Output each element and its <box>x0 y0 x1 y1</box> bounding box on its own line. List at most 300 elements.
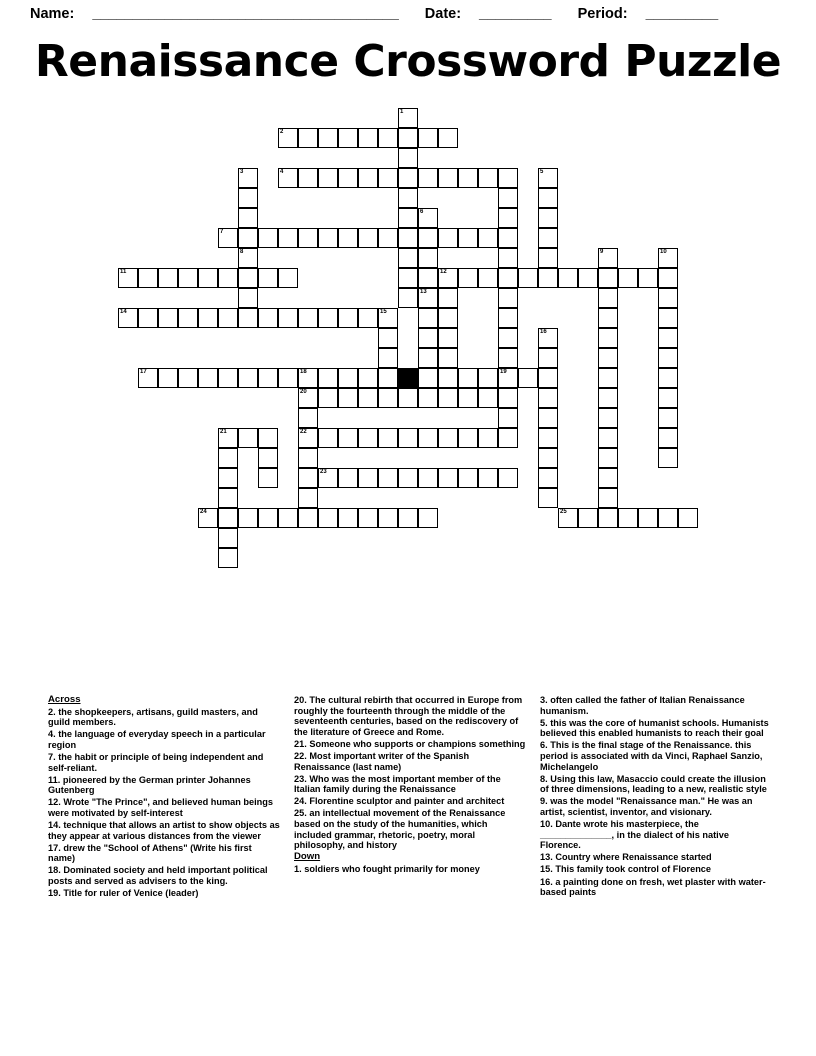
grid-cell[interactable] <box>218 508 238 528</box>
grid-cell[interactable] <box>258 428 278 448</box>
grid-cell[interactable] <box>278 228 298 248</box>
grid-cell[interactable] <box>538 448 558 468</box>
grid-cell[interactable] <box>338 468 358 488</box>
grid-cell[interactable] <box>238 208 258 228</box>
grid-cell[interactable] <box>358 168 378 188</box>
grid-cell[interactable] <box>498 388 518 408</box>
grid-cell-number: 14 <box>120 309 127 315</box>
clues-column-2 <box>294 695 526 955</box>
grid-cell[interactable] <box>338 228 358 248</box>
grid-cell[interactable] <box>278 368 298 388</box>
grid-cell[interactable] <box>238 428 258 448</box>
grid-cell[interactable] <box>558 508 578 528</box>
page-title: Renaissance Crossword Puzzle <box>34 36 782 87</box>
grid-cell[interactable] <box>418 168 438 188</box>
grid-cell[interactable] <box>418 388 438 408</box>
clue-number: 21. <box>294 738 310 749</box>
clue-text: an intellectual movement of the Renaissance based on the study of the humanities, which included grammar, rhetoric, poetry, moral philosophy, and history <box>294 808 506 851</box>
grid-cell[interactable] <box>498 468 518 488</box>
down-heading: Down <box>294 851 321 863</box>
grid-cell[interactable] <box>258 268 278 288</box>
grid-cell[interactable] <box>438 288 458 308</box>
grid-cell[interactable] <box>258 368 278 388</box>
grid-cell[interactable] <box>538 468 558 488</box>
grid-cell-number: 20 <box>300 389 307 395</box>
grid-cell[interactable] <box>418 328 438 348</box>
clue-text: Country where Renaissance started <box>555 852 712 863</box>
grid-cell[interactable] <box>318 428 338 448</box>
grid-cell[interactable] <box>458 388 478 408</box>
grid-cell[interactable] <box>658 388 678 408</box>
clue-text: Florentine sculptor and painter and architect <box>309 796 505 807</box>
clue-item <box>540 740 772 772</box>
grid-cell[interactable] <box>358 228 378 248</box>
clue-text: soldiers who fought primarily for money <box>304 863 480 874</box>
grid-cell[interactable] <box>418 228 438 248</box>
clue-number: 16. <box>540 876 556 887</box>
grid-cell[interactable] <box>598 368 618 388</box>
grid-cell[interactable] <box>218 308 238 328</box>
clue-text: often called the father of Italian Renaissance humanism. <box>540 695 745 716</box>
grid-cell[interactable] <box>318 308 338 328</box>
clue-item <box>294 864 526 875</box>
grid-cell[interactable] <box>658 328 678 348</box>
grid-cell[interactable] <box>498 208 518 228</box>
grid-cell[interactable] <box>638 268 658 288</box>
clue-item <box>294 695 526 737</box>
grid-cell[interactable] <box>318 228 338 248</box>
grid-cell[interactable] <box>338 128 358 148</box>
grid-cell[interactable] <box>298 368 318 388</box>
grid-cell[interactable] <box>198 368 218 388</box>
across-clue-list-part1 <box>48 707 280 899</box>
grid-cell[interactable] <box>418 128 438 148</box>
grid-cell[interactable] <box>658 308 678 328</box>
grid-cell[interactable] <box>578 508 598 528</box>
grid-cell[interactable] <box>598 508 618 528</box>
grid-cell[interactable] <box>318 128 338 148</box>
clue-number: 24. <box>294 796 310 807</box>
grid-cell[interactable] <box>398 468 418 488</box>
grid-cell[interactable] <box>338 308 358 328</box>
grid-cell[interactable] <box>378 508 398 528</box>
grid-cell[interactable] <box>518 368 538 388</box>
grid-cell[interactable] <box>378 308 398 328</box>
grid-cell[interactable] <box>238 288 258 308</box>
grid-cell[interactable] <box>518 268 538 288</box>
grid-cell[interactable] <box>218 228 238 248</box>
grid-cell[interactable] <box>218 448 238 468</box>
grid-cell-number: 25 <box>560 509 567 515</box>
grid-cell[interactable] <box>238 248 258 268</box>
grid-cell[interactable] <box>398 108 418 128</box>
grid-cell[interactable] <box>218 528 238 548</box>
clue-item <box>540 718 772 739</box>
grid-cell[interactable] <box>378 228 398 248</box>
grid-cell[interactable] <box>298 508 318 528</box>
grid-cell[interactable] <box>198 508 218 528</box>
grid-cell[interactable] <box>498 188 518 208</box>
grid-cell[interactable] <box>418 288 438 308</box>
grid-cell[interactable] <box>658 348 678 368</box>
clues-column-3 <box>540 695 772 955</box>
grid-cell[interactable] <box>498 228 518 248</box>
across-clue-list-part2 <box>294 695 526 851</box>
clue-text: Using this law, Masaccio could create the illusion of three dimensions, leading to a new, realistic style <box>540 773 767 795</box>
grid-cell[interactable] <box>138 308 158 328</box>
grid-cell[interactable] <box>298 128 318 148</box>
grid-cell[interactable] <box>438 128 458 148</box>
clue-item <box>48 797 280 818</box>
grid-cell-number: 7 <box>220 229 224 235</box>
grid-cell[interactable] <box>538 268 558 288</box>
grid-cell[interactable] <box>258 308 278 328</box>
grid-cell[interactable] <box>498 328 518 348</box>
grid-cell[interactable] <box>598 488 618 508</box>
grid-cell[interactable] <box>438 268 458 288</box>
grid-cell[interactable] <box>258 508 278 528</box>
grid-cell[interactable] <box>118 308 138 328</box>
grid-cell[interactable] <box>398 168 418 188</box>
grid-cell[interactable] <box>598 288 618 308</box>
grid-cell[interactable] <box>658 368 678 388</box>
clue-text: Wrote "The Prince", and believed human beings were motivated by self-interest <box>48 797 274 818</box>
grid-cell[interactable] <box>538 328 558 348</box>
clue-number: 11. <box>48 774 63 785</box>
grid-cell[interactable] <box>358 468 378 488</box>
grid-cell[interactable] <box>158 368 178 388</box>
grid-cell-number: 8 <box>240 249 244 255</box>
grid-cell[interactable] <box>298 168 318 188</box>
grid-cell[interactable] <box>398 128 418 148</box>
grid-cell[interactable] <box>398 268 418 288</box>
clue-item <box>48 729 280 750</box>
grid-cell[interactable] <box>298 408 318 428</box>
grid-cell[interactable] <box>258 448 278 468</box>
grid-cell[interactable] <box>418 308 438 328</box>
clue-text: Dante wrote his masterpiece, the ______________, in the dialect of his native Florence. <box>540 819 729 851</box>
grid-cell[interactable] <box>438 308 458 328</box>
grid-cell[interactable] <box>398 288 418 308</box>
grid-cell[interactable] <box>358 508 378 528</box>
clue-number: 14. <box>48 820 64 831</box>
grid-cell[interactable] <box>558 268 578 288</box>
grid-cell[interactable] <box>398 248 418 268</box>
grid-cell[interactable] <box>498 308 518 328</box>
grid-cell-number: 15 <box>380 309 387 315</box>
grid-cell[interactable] <box>618 508 638 528</box>
grid-cell[interactable] <box>438 468 458 488</box>
grid-cell[interactable] <box>298 488 318 508</box>
grid-cell[interactable] <box>338 508 358 528</box>
grid-cell[interactable] <box>678 508 698 528</box>
grid-cell[interactable] <box>498 168 518 188</box>
grid-cell[interactable] <box>218 368 238 388</box>
clue-text: Title for ruler of Venice (leader) <box>63 888 199 899</box>
grid-cell[interactable] <box>638 508 658 528</box>
grid-cell-number: 22 <box>300 429 307 435</box>
grid-cell[interactable] <box>338 168 358 188</box>
grid-cell[interactable] <box>238 508 258 528</box>
clues-section <box>48 695 778 955</box>
clue-text: This family took control of Florence <box>555 864 712 875</box>
clue-item <box>540 774 772 795</box>
grid-cell[interactable] <box>278 268 298 288</box>
grid-cell[interactable] <box>398 208 418 228</box>
grid-cell[interactable] <box>498 268 518 288</box>
grid-cell[interactable] <box>538 428 558 448</box>
grid-cell[interactable] <box>318 508 338 528</box>
grid-cell[interactable] <box>498 428 518 448</box>
grid-cell-number: 21 <box>220 429 227 435</box>
grid-cell[interactable] <box>398 228 418 248</box>
clue-item <box>48 752 280 773</box>
clue-number: 9. <box>540 796 551 807</box>
grid-cell[interactable] <box>378 388 398 408</box>
grid-cell[interactable] <box>418 468 438 488</box>
grid-cell[interactable] <box>498 348 518 368</box>
grid-cell[interactable] <box>178 308 198 328</box>
grid-cell[interactable] <box>198 268 218 288</box>
clue-text: drew the "School of Athens" (Write his first name) <box>48 842 252 864</box>
grid-cell[interactable] <box>438 368 458 388</box>
grid-cell[interactable] <box>338 388 358 408</box>
grid-cell[interactable] <box>478 228 498 248</box>
grid-cell[interactable] <box>478 388 498 408</box>
grid-cell[interactable] <box>158 268 178 288</box>
clue-text: a painting done on fresh, wet plaster with water-based paints <box>540 876 766 898</box>
clue-number: 20. <box>294 695 310 705</box>
grid-cell[interactable] <box>658 248 678 268</box>
grid-cell[interactable] <box>598 248 618 268</box>
clue-number: 13. <box>540 852 556 863</box>
grid-cell[interactable] <box>418 208 438 228</box>
clue-item <box>48 775 280 796</box>
grid-cell[interactable] <box>658 428 678 448</box>
grid-cell[interactable] <box>538 388 558 408</box>
grid-cell[interactable] <box>238 268 258 288</box>
grid-cell[interactable] <box>278 308 298 328</box>
grid-cell[interactable] <box>478 468 498 488</box>
grid-cell[interactable] <box>598 408 618 428</box>
grid-cell[interactable] <box>418 248 438 268</box>
grid-cell[interactable] <box>458 428 478 448</box>
grid-cell[interactable] <box>458 268 478 288</box>
grid-cell[interactable] <box>438 348 458 368</box>
grid-cell[interactable] <box>398 388 418 408</box>
grid-cell[interactable] <box>238 308 258 328</box>
grid-cell[interactable] <box>538 248 558 268</box>
clue-text: Who was the most important member of the Italian family during the Renaissance <box>294 773 501 795</box>
grid-cell[interactable] <box>398 428 418 448</box>
grid-cell[interactable] <box>658 508 678 528</box>
grid-cell[interactable] <box>218 468 238 488</box>
grid-cell-number: 17 <box>140 369 147 375</box>
clue-text: Most important writer of the Spanish Renaissance (last name) <box>294 750 470 772</box>
grid-cell[interactable] <box>318 168 338 188</box>
grid-cell[interactable] <box>238 368 258 388</box>
clue-item <box>48 888 280 899</box>
grid-cell[interactable] <box>138 268 158 288</box>
grid-cell-number: 23 <box>320 469 327 475</box>
date-blank-line[interactable]: _________ <box>479 6 552 22</box>
grid-cell[interactable] <box>438 328 458 348</box>
grid-cell[interactable] <box>298 388 318 408</box>
grid-cell[interactable] <box>578 268 598 288</box>
grid-cell[interactable] <box>458 168 478 188</box>
grid-cell[interactable] <box>538 348 558 368</box>
grid-cell[interactable] <box>478 428 498 448</box>
grid-cell[interactable] <box>218 428 238 448</box>
grid-cell[interactable] <box>278 168 298 188</box>
grid-cell-number: 9 <box>600 249 604 255</box>
grid-cell[interactable] <box>198 308 218 328</box>
grid-cell[interactable] <box>218 488 238 508</box>
grid-cell-number: 2 <box>280 129 284 135</box>
grid-cell[interactable] <box>438 428 458 448</box>
grid-cell[interactable] <box>418 368 438 388</box>
clue-text: the habit or principle of being independent and self-reliant. <box>48 751 264 773</box>
grid-cell[interactable] <box>598 308 618 328</box>
grid-cell[interactable] <box>478 368 498 388</box>
grid-cell[interactable] <box>598 428 618 448</box>
grid-cell[interactable] <box>658 448 678 468</box>
grid-cell[interactable] <box>478 168 498 188</box>
grid-cell[interactable] <box>158 308 178 328</box>
grid-cell[interactable] <box>378 428 398 448</box>
grid-cell[interactable] <box>498 248 518 268</box>
clue-text: this was the core of humanist schools. Humanists believed this enabled humanists to reach their goal <box>540 717 769 739</box>
grid-cell[interactable] <box>438 388 458 408</box>
grid-cell[interactable] <box>538 488 558 508</box>
grid-cell-number: 11 <box>120 269 127 275</box>
grid-cell[interactable] <box>538 208 558 228</box>
grid-cell[interactable] <box>538 168 558 188</box>
grid-cell[interactable] <box>378 468 398 488</box>
grid-cell[interactable] <box>258 228 278 248</box>
grid-cell[interactable] <box>538 408 558 428</box>
grid-cell[interactable] <box>238 188 258 208</box>
grid-cell[interactable] <box>378 328 398 348</box>
grid-cell[interactable] <box>318 388 338 408</box>
clue-number: 3. <box>540 695 551 705</box>
across-heading: Across <box>48 694 81 705</box>
grid-cell[interactable] <box>658 268 678 288</box>
down-clue-list-part2 <box>540 695 772 898</box>
grid-cell-number: 16 <box>540 329 547 335</box>
grid-cell-number: 4 <box>280 169 284 175</box>
grid-cell[interactable] <box>598 448 618 468</box>
grid-cell[interactable] <box>438 228 458 248</box>
grid-cell-number: 6 <box>420 209 424 215</box>
grid-cell[interactable] <box>338 368 358 388</box>
grid-cell[interactable] <box>298 468 318 488</box>
clue-number: 19. <box>48 888 64 899</box>
grid-cell[interactable] <box>398 188 418 208</box>
grid-cell[interactable] <box>458 368 478 388</box>
grid-cell[interactable] <box>418 428 438 448</box>
grid-cell[interactable] <box>178 368 198 388</box>
clue-number: 12. <box>48 797 64 808</box>
grid-cell[interactable] <box>218 548 238 568</box>
grid-cell[interactable] <box>358 368 378 388</box>
clue-text: was the model "Renaissance man." He was an artist, scientist, inventor, and visionary. <box>540 796 753 817</box>
grid-cell-number: 19 <box>500 369 507 375</box>
grid-cell[interactable] <box>238 168 258 188</box>
grid-cell[interactable] <box>178 268 198 288</box>
grid-cell-number: 10 <box>660 249 667 255</box>
grid-cell[interactable] <box>458 228 478 248</box>
clue-text: The cultural rebirth that occurred in Europe from roughly the fourteenth through the middle of the seventeenth centuries, based on the rediscovery of the literature of Greece and Rome. <box>294 695 523 737</box>
grid-cell[interactable] <box>498 288 518 308</box>
clue-item <box>294 739 526 750</box>
grid-cell[interactable] <box>538 228 558 248</box>
grid-cell[interactable] <box>538 368 558 388</box>
grid-cell[interactable] <box>118 268 138 288</box>
grid-cell[interactable] <box>298 228 318 248</box>
grid-cell[interactable] <box>618 268 638 288</box>
grid-cell[interactable] <box>298 428 318 448</box>
clue-item <box>540 864 772 875</box>
grid-cell[interactable] <box>418 268 438 288</box>
grid-cell[interactable] <box>418 348 438 368</box>
grid-cell[interactable] <box>278 508 298 528</box>
clue-number: 8. <box>540 773 551 784</box>
grid-cell[interactable] <box>298 448 318 468</box>
grid-cell[interactable] <box>598 328 618 348</box>
grid-cell[interactable] <box>598 348 618 368</box>
grid-cell[interactable] <box>338 428 358 448</box>
grid-cell[interactable] <box>658 408 678 428</box>
grid-cell[interactable] <box>498 368 518 388</box>
grid-cell[interactable] <box>658 288 678 308</box>
grid-cell[interactable] <box>418 508 438 528</box>
grid-cell[interactable] <box>478 268 498 288</box>
grid-cell[interactable] <box>598 388 618 408</box>
grid-cell[interactable] <box>598 268 618 288</box>
grid-cell[interactable] <box>358 128 378 148</box>
clue-number: 22. <box>294 750 310 761</box>
grid-cell[interactable] <box>398 148 418 168</box>
clue-number: 1. <box>294 863 305 874</box>
grid-cell[interactable] <box>358 388 378 408</box>
grid-cell[interactable] <box>378 128 398 148</box>
grid-cell[interactable] <box>378 348 398 368</box>
grid-cell[interactable] <box>458 468 478 488</box>
grid-cell[interactable] <box>398 508 418 528</box>
clue-item <box>48 865 280 886</box>
grid-cell[interactable] <box>138 368 158 388</box>
grid-cell[interactable] <box>318 368 338 388</box>
grid-cell[interactable] <box>298 308 318 328</box>
grid-cell[interactable] <box>218 268 238 288</box>
grid-cell[interactable] <box>378 168 398 188</box>
grid-cell[interactable] <box>358 308 378 328</box>
grid-cell[interactable] <box>258 468 278 488</box>
name-blank-line[interactable]: ______________________________________ <box>92 6 399 22</box>
crossword-grid[interactable] <box>98 108 718 598</box>
grid-cell[interactable] <box>498 408 518 428</box>
grid-cell[interactable] <box>278 128 298 148</box>
grid-cell[interactable] <box>358 428 378 448</box>
grid-cell[interactable] <box>238 228 258 248</box>
period-blank-line[interactable]: _________ <box>645 6 719 22</box>
grid-cell[interactable] <box>378 368 398 388</box>
grid-cell[interactable] <box>438 168 458 188</box>
grid-cell[interactable] <box>318 468 338 488</box>
grid-cell[interactable] <box>538 188 558 208</box>
grid-cell[interactable] <box>598 468 618 488</box>
